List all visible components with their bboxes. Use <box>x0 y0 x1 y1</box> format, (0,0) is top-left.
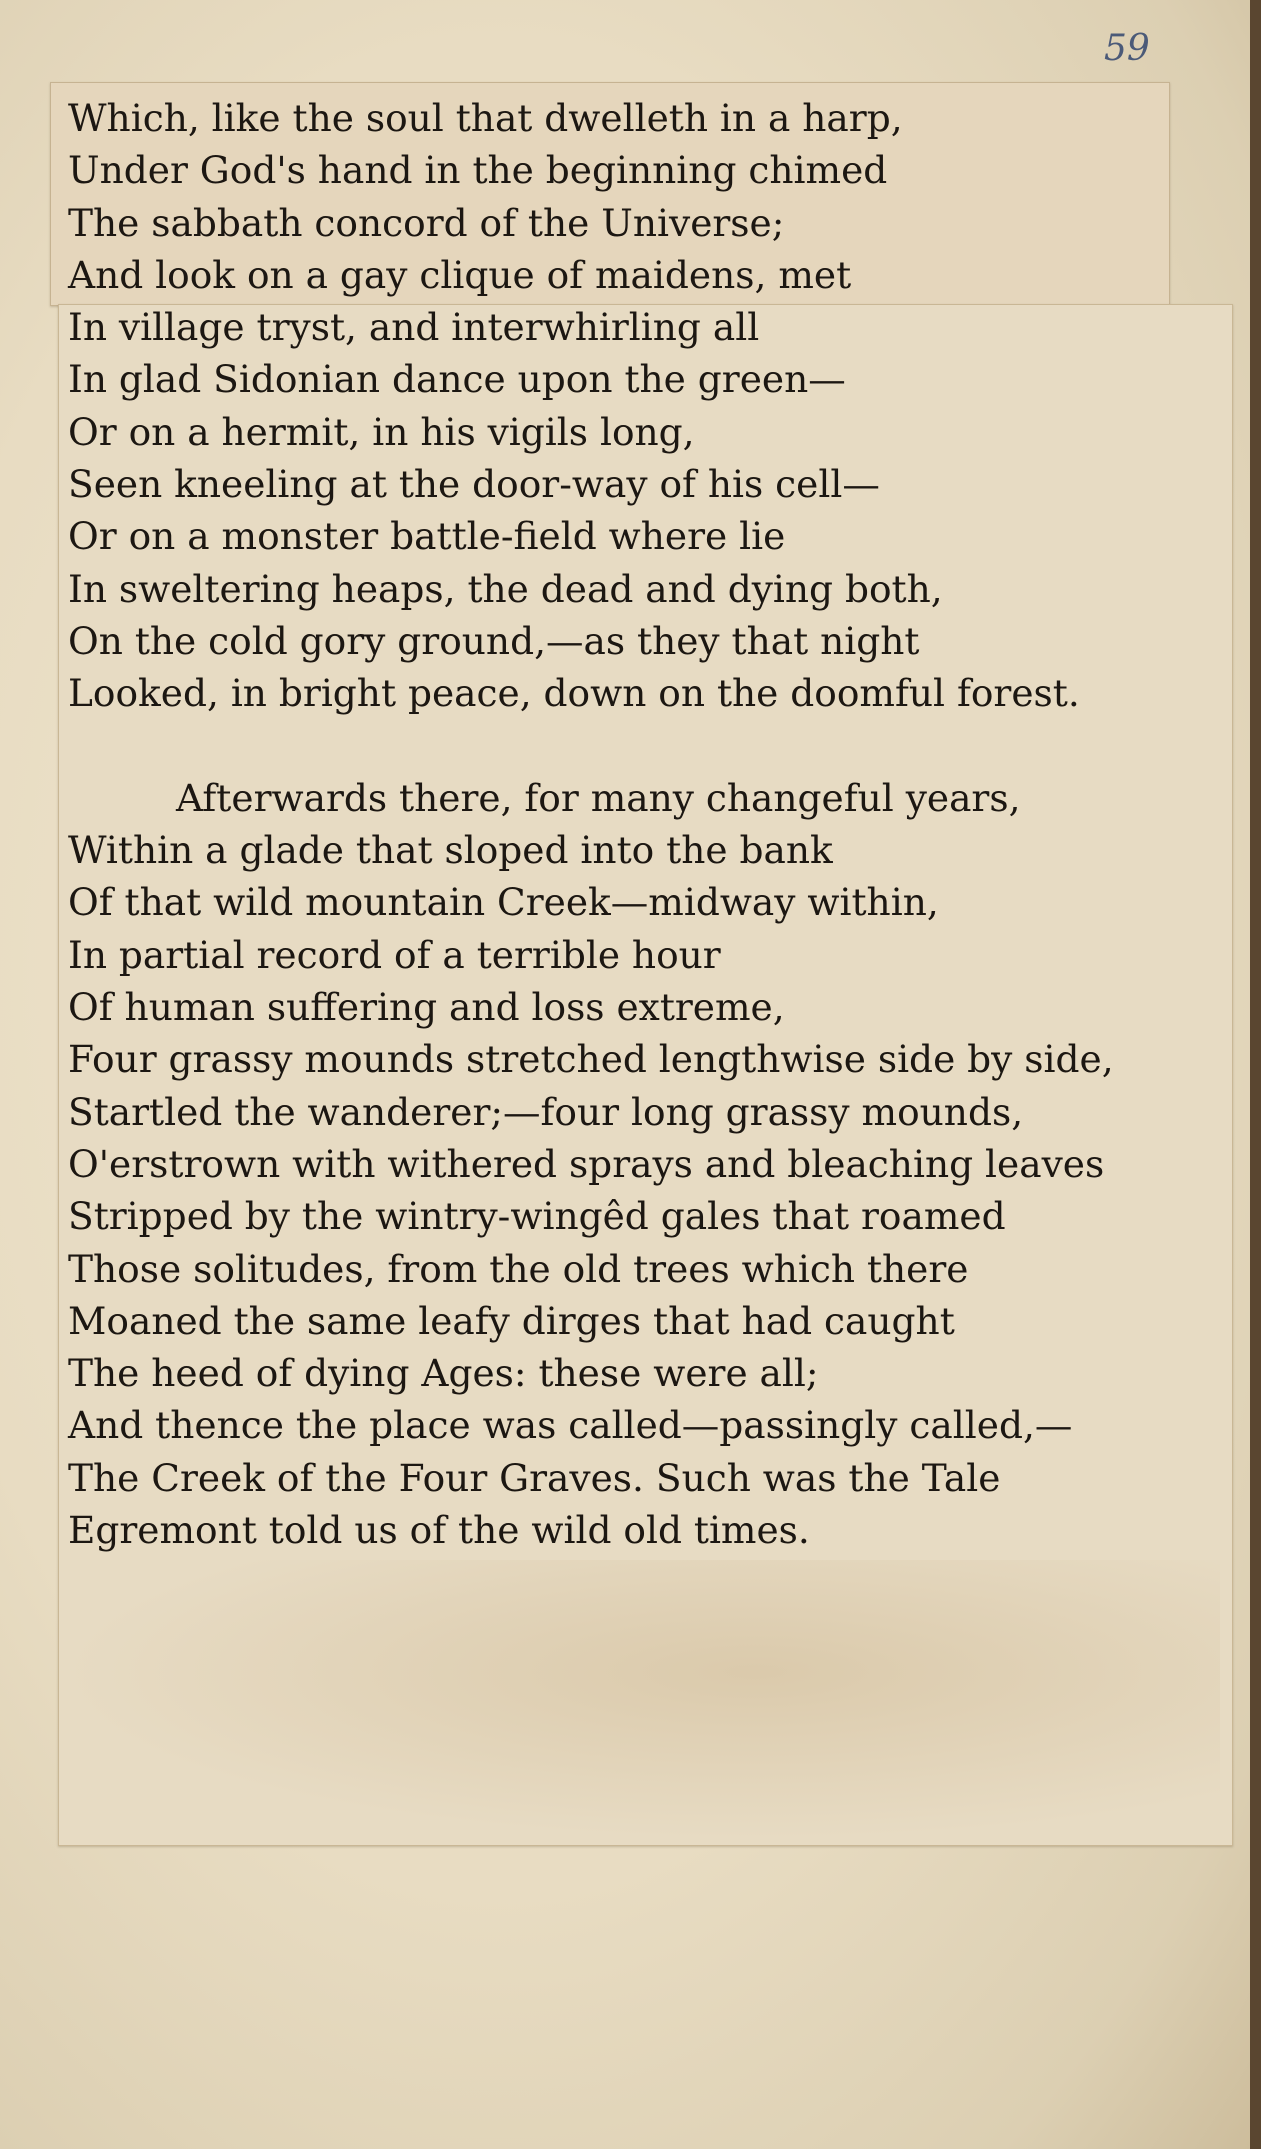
poem-line: And look on a gay clique of maidens, met <box>68 252 852 297</box>
poem-line: In village tryst, and interwhirling all <box>68 305 760 350</box>
poem-line: The Creek of the Four Graves. Such was the Tale <box>68 1455 1001 1500</box>
poem-line: Afterwards there, for many changeful years, <box>176 775 1021 820</box>
poem-line: Egremont told us of the wild old times. <box>68 1508 810 1553</box>
poem-line: Looked, in bright peace, down on the doomful forest. <box>68 671 1080 716</box>
poem-line: Which, like the soul that dwelleth in a harp, <box>68 96 903 140</box>
poem-line: Seen kneeling at the door-way of his cell— <box>68 462 880 507</box>
poem-line: Of human suffering and loss extreme, <box>68 985 785 1030</box>
paper-stain <box>60 1560 1220 1840</box>
poem-line: Four grassy mounds stretched lengthwise side by side, <box>68 1037 1114 1082</box>
poem-line: In sweltering heaps, the dead and dying both, <box>68 566 943 611</box>
poem-line: Or on a hermit, in his vigils long, <box>68 409 695 454</box>
poem-line: The sabbath concord of the Universe; <box>68 200 785 245</box>
poem-line: Within a glade that sloped into the bank <box>68 828 833 873</box>
poem-line: Those solitudes, from the old trees which there <box>68 1246 969 1291</box>
poem-line: Or on a monster battle-field where lie <box>68 514 786 559</box>
page-number: 59 <box>1104 28 1150 69</box>
poem-line: Of that wild mountain Creek—midway within, <box>68 880 939 925</box>
poem-line: Startled the wanderer;—four long grassy mounds, <box>68 1089 1024 1134</box>
poem-line: In glad Sidonian dance upon the green— <box>68 357 846 402</box>
poem-text <box>68 92 1238 1556</box>
poem-line: The heed of dying Ages: these were all; <box>68 1351 819 1396</box>
poem-line: On the cold gory ground,—as they that night <box>68 618 920 663</box>
poem-line: Under God's hand in the beginning chimed <box>68 148 888 193</box>
poem-line: In partial record of a terrible hour <box>68 932 721 977</box>
poem-line: O'erstrown with withered sprays and bleaching leaves <box>68 1141 1105 1186</box>
poem-line: Stripped by the wintry-wingêd gales that roamed <box>68 1194 1006 1239</box>
poem-line: And thence the place was called—passingly called,— <box>68 1403 1073 1448</box>
poem-line: Moaned the same leafy dirges that had caught <box>68 1298 955 1343</box>
stanza-break <box>68 720 1238 772</box>
